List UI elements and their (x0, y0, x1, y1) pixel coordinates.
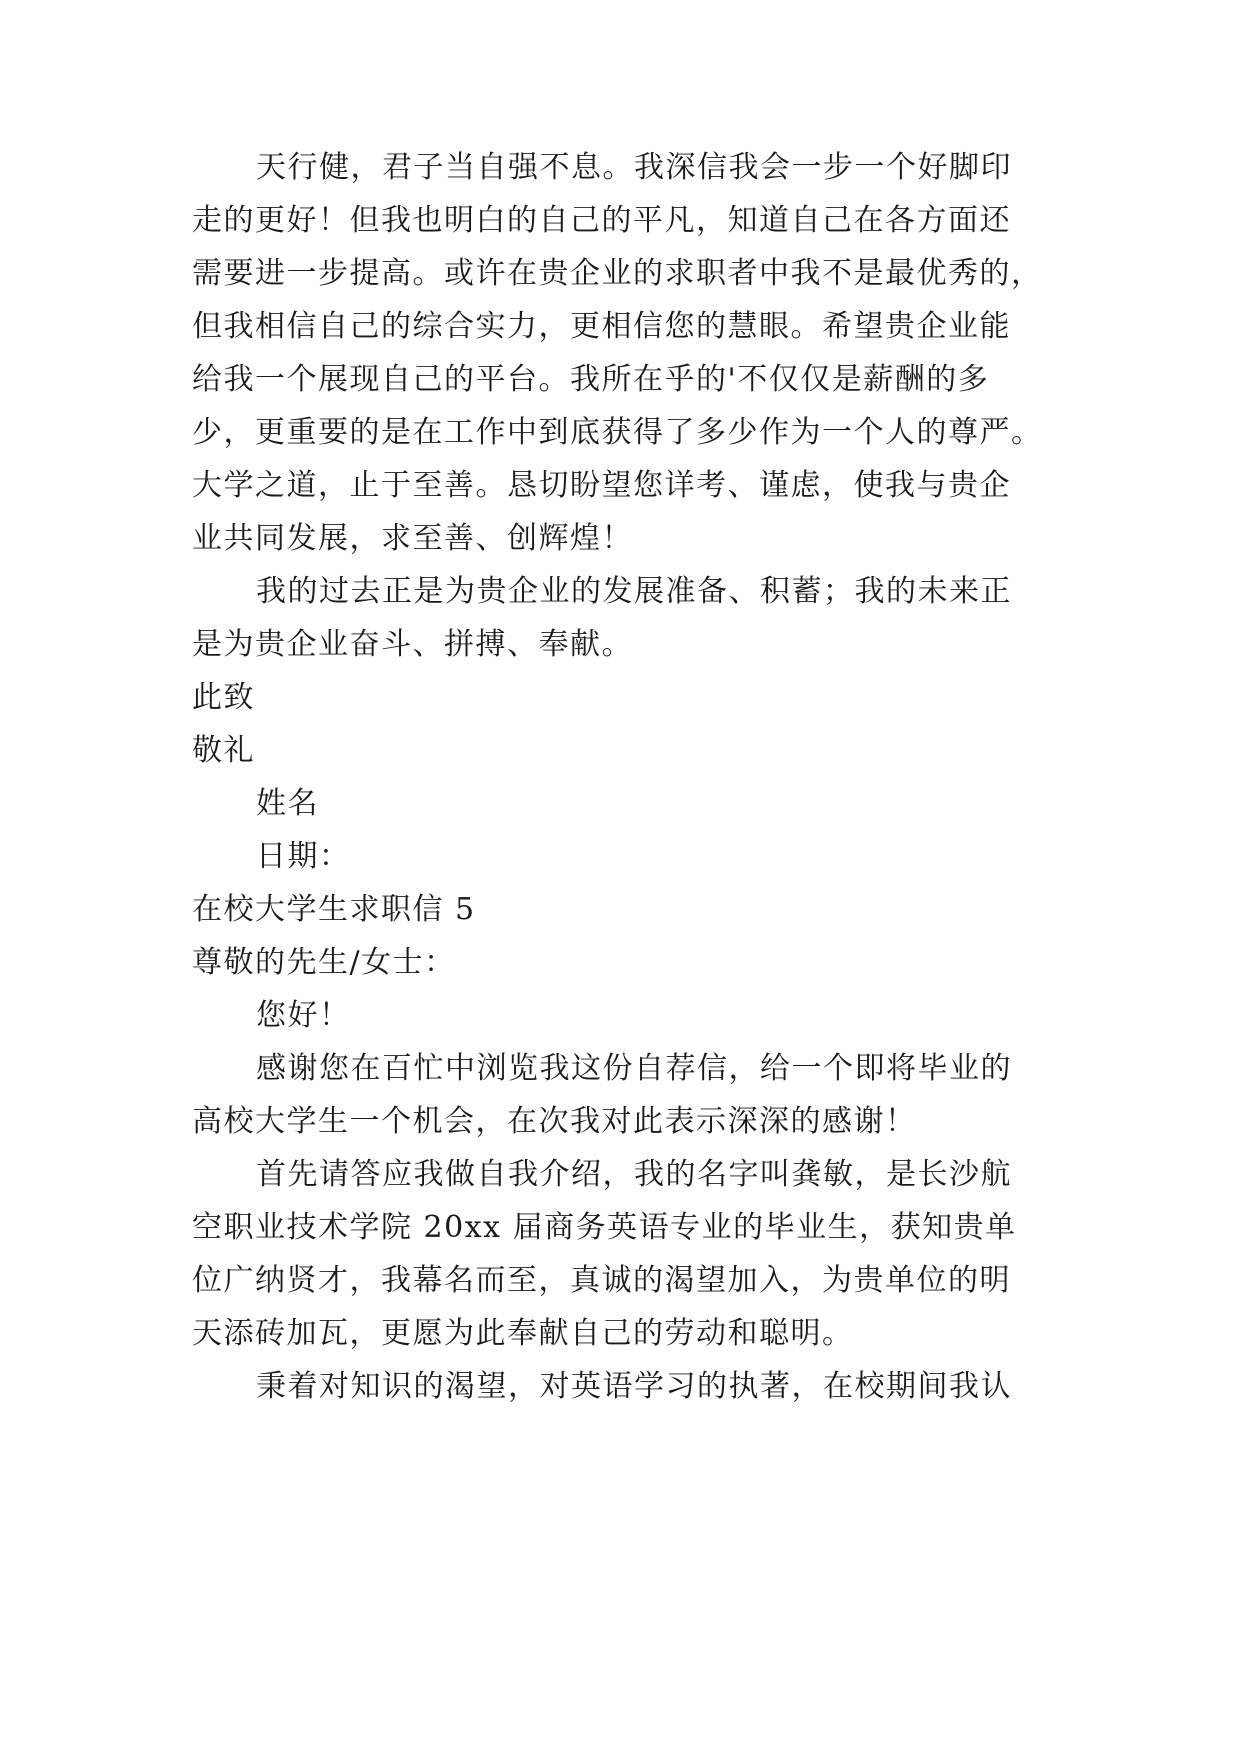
text-line: 高校大学生一个机会，在次我对此表示深深的感谢！ (192, 1104, 917, 1139)
text-line: 空职业技术学院 20xx 届商务英语专业的毕业生，获知贵单 (192, 1210, 1017, 1245)
text-line: 业共同发展，求至善、创辉煌！ (192, 521, 633, 556)
signature-date: 日期： (256, 839, 351, 874)
text-line: 首先请答应我做自我介绍，我的名字叫龚敏，是长沙航 (256, 1157, 1012, 1192)
greeting-hello: 您好！ (256, 998, 351, 1033)
signature-name: 姓名 (256, 786, 319, 821)
text-line: 但我相信自己的综合实力，更相信您的慧眼。希望贵企业能 (192, 309, 1011, 344)
text-line: 感谢您在百忙中浏览我这份自荐信，给一个即将毕业的 (256, 1051, 1012, 1086)
text-line: 给我一个展现自己的平台。我所在乎的'不仅仅是薪酬的多 (192, 362, 990, 397)
closing-salutation: 敬礼 (192, 733, 255, 768)
text-line: 走的更好！但我也明白的自己的平凡，知道自己在各方面还 (192, 203, 1011, 238)
section-title: 在校大学生求职信 5 (192, 892, 476, 927)
greeting: 尊敬的先生/女士： (192, 945, 456, 980)
text-line: 是为贵企业奋斗、拼搏、奉献。 (192, 627, 633, 662)
text-line: 天行健，君子当自强不息。我深信我会一步一个好脚印 (256, 150, 1012, 185)
text-line: 我的过去正是为贵企业的发展准备、积蓄；我的未来正 (256, 574, 1012, 609)
text-line: 秉着对知识的渴望，对英语学习的执著，在校期间我认 (256, 1369, 1012, 1404)
text-line: 需要进一步提高。或许在贵企业的求职者中我不是最优秀的， (192, 256, 1043, 291)
text-line: 天添砖加瓦，更愿为此奉献自己的劳动和聪明。 (192, 1316, 854, 1351)
closing-phrase: 此致 (192, 680, 255, 715)
text-line: 少，更重要的是在工作中到底获得了多少作为一个人的尊严。 (192, 415, 1043, 450)
text-line: 大学之道，止于至善。恳切盼望您详考、谨虑，使我与贵企 (192, 468, 1011, 503)
text-line: 位广纳贤才，我幕名而至，真诚的渴望加入，为贵单位的明 (192, 1263, 1011, 1298)
